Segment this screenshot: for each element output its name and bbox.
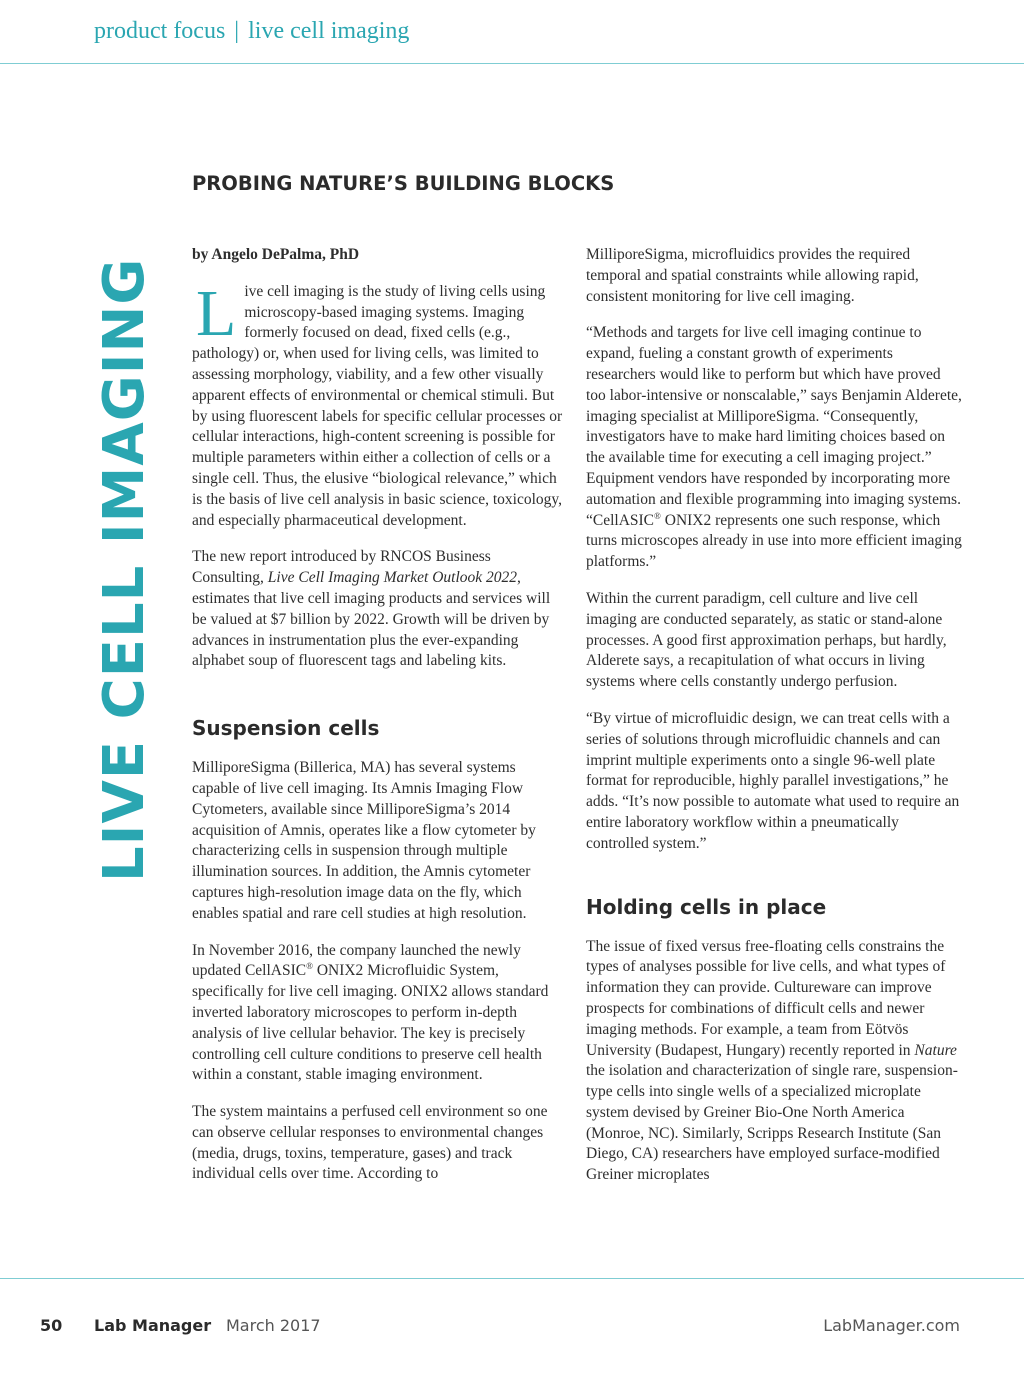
paragraph-market-report	[192, 547, 564, 672]
paragraph-paradigm: Within the current paradigm, cell culture and live cell imaging are conducted separately, as static or stand-alone processes. A good first approximation perhaps, but hardly, Alderete says, a recapitulation of what occurs in living systems where cells constantly undergo perfusion.	[586, 589, 947, 691]
drop-cap: L	[196, 276, 237, 350]
page-number: 50	[40, 1316, 63, 1335]
page-footer	[40, 1316, 960, 1338]
paragraph-quote-alderete	[586, 323, 962, 573]
paragraph-text: “Methods and targets for live cell imaging continue to expand, fueling a constant growth of experiments researchers would like to perform but which have proved too labor-intensive or nonscalable,” says Benjamin Alderete, imaging specialist at MilliporeSigma. “Consequently, investigators have to make hard limiting choices based on the available time for executing a cell imaging project.” Equipment vendors have responded by incorporating more automation and flexible programming into imaging systems. “CellASIC	[586, 324, 962, 529]
section-header	[94, 18, 409, 45]
paragraph-microfluidics: MilliporeSigma, microfluidics provides the required temporal and spatial constraints while allowing rapid, consistent monitoring for live cell imaging.	[586, 246, 919, 305]
article-column-left	[192, 245, 564, 1185]
article-column-right	[586, 245, 962, 1186]
paragraph-text: ONIX2 Microfluidic System, specifically for live cell imaging. ONIX2 allows standard inverted laboratory microscopes to perform in-depth analysis of live cellular behavior. The key is precisely controlling cell culture conditions to preserve cell health within a constant, stable imaging environment.	[192, 962, 549, 1084]
website-link[interactable]: LabManager.com	[823, 1316, 960, 1335]
paragraph-text: The issue of fixed versus free-floating cells constrains the types of analyses possible for live cells, and what types of information they can provide. Cultureware can improve prospects for combinations of difficult cells and newer imaging methods. For example, a team from Eötvös University (Budapest, Hungary) recently reported in	[586, 937, 946, 1059]
paragraph-text: ONIX2 represents one such response, which turns microscopes already in use into more efficient imaging platforms.”	[586, 511, 962, 571]
section-label: product focus	[94, 18, 226, 44]
paragraph-microfluidic-design: “By virtue of microfluidic design, we can treat cells with a series of solutions through microfluidic channels and can imprint multiple experiments onto a single 96-well plate format for reproducible, highly parallel investigations,” he adds. “It’s now possible to automate what used to require an entire laboratory workflow within a pneumatically controlled system.”	[586, 709, 960, 852]
paragraph-perfused: The system maintains a perfused cell environment so one can observe cellular responses to environmental changes (media, drugs, toxins, temperature, gases) and track individual cells over time. According to	[192, 1103, 548, 1183]
subhead-suspension-cells: Suspension cells	[192, 716, 380, 741]
paragraph-text: the isolation and characterization of single rare, suspension-type cells into single wells of a specialized microplate system devised by Greiner Bio-One North America (Monroe, NC). Similarly, Scripps Research Institute (San Diego, CA) researchers have employed surface-modified Greiner microplates	[586, 1062, 958, 1184]
paragraph-lead	[192, 276, 564, 532]
paragraph-text: In November 2016, the company launched the newly updated CellASIC	[192, 941, 521, 980]
vertical-section-title: LIVE CELL IMAGING	[92, 257, 157, 882]
subhead-holding-cells: Holding cells in place	[586, 894, 827, 919]
byline: by Angelo DePalma, PhD	[192, 246, 360, 263]
paragraph-amnis: MilliporeSigma (Billerica, MA) has several systems capable of live cell imaging. Its Amnis Imaging Flow Cytometers, available since MilliporeSigma’s 2014 acquisition of Amnis, operates like a flow cytometer by characterizing cells in suspension through multiple illumination sources. In addition, the Amnis cytometer captures high-resolution image data on the fly, which enables spatial and rare cell studies at high resolution.	[192, 759, 536, 922]
header-separator: |	[234, 18, 240, 44]
paragraph-text: , estimates that live cell imaging products and services will be valued at $7 billion by 2022. Growth will be driven by advances in instrumentation plus the ever-expanding alphabet soup of fluorescent tags and labeling kits.	[192, 569, 551, 670]
report-title: Live Cell Imaging Market Outlook 2022	[267, 569, 518, 587]
magazine-name: Lab Manager	[94, 1316, 212, 1335]
registered-mark: ®	[306, 961, 313, 972]
issue-date: March 2017	[226, 1316, 321, 1335]
paragraph-fixed-vs-floating	[586, 937, 962, 1187]
paragraph-lead-text: ive cell imaging is the study of living cells using microscopy-based imaging systems. Imaging formerly focused on dead, fixed cells (e.g., pathology) or, when used for living cells, was limited to assessing morphology, viability, and a few other visually apparent effects of environmental or chemical stimuli. But by using fluorescent labels for specific cellular processes or cellular interactions, high-content screening is possible for multiple parameters within either a collection of cells or a single cell. Thus, the elusive “biological relevance,” which is the basis of live cell analysis in basic science, toxicology, and especially pharmaceutical development.	[192, 282, 563, 529]
topic-label: live cell imaging	[248, 18, 410, 44]
article-headline: PROBING NATURE’S BUILDING BLOCKS	[192, 172, 615, 195]
paragraph-text: The new report introduced by RNCOS Business Consulting,	[192, 548, 491, 587]
paragraph-cellasic	[192, 941, 564, 1087]
registered-mark: ®	[654, 510, 661, 521]
header-rule	[0, 63, 1024, 64]
journal-name: Nature	[914, 1041, 957, 1059]
footer-rule	[0, 1278, 1024, 1279]
